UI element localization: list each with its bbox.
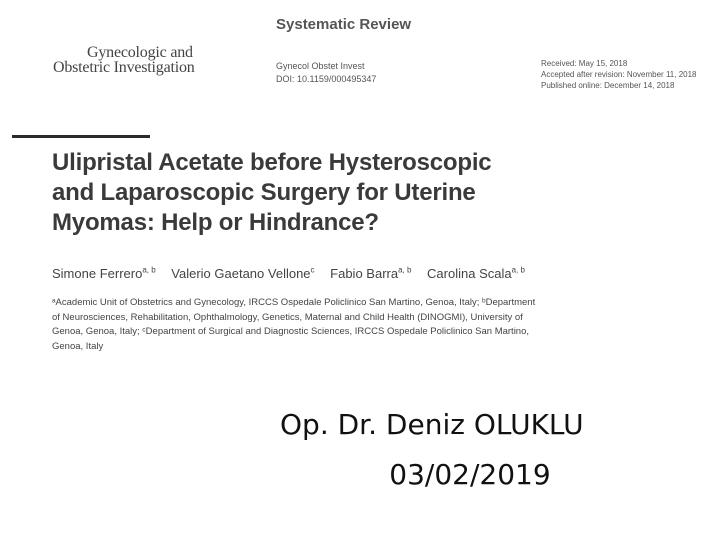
presenter-name: Op. Dr. Deniz OLUKLU bbox=[280, 408, 584, 441]
author-name: Simone Ferrero bbox=[52, 266, 143, 282]
author-list bbox=[52, 266, 537, 281]
affiliation-line: of Neurosciences, Rehabilitation, Ophthalmology, Genetics, Maternal and Child Health (DINOGMI), University of bbox=[52, 311, 523, 323]
author bbox=[52, 266, 156, 281]
author bbox=[330, 266, 411, 281]
received-date: Received: May 15, 2018 bbox=[541, 59, 628, 68]
author-affiliation-marker: a, b bbox=[398, 266, 412, 275]
affiliation-line: ᵃAcademic Unit of Obstetrics and Gynecology, IRCCS Ospedale Policlinico San Martino, Genoa, Italy; ᵇDepartment bbox=[52, 297, 536, 308]
accepted-date: Accepted after revision: November 11, 2018 bbox=[541, 70, 697, 79]
title-line: Ulipristal Acetate before Hysteroscopic bbox=[52, 149, 492, 176]
author-affiliation-marker: a, b bbox=[142, 266, 156, 275]
article-type: Systematic Review bbox=[276, 16, 412, 33]
citation-block bbox=[276, 60, 376, 86]
author-name: Valerio Gaetano Vellone bbox=[171, 266, 311, 282]
affiliation-line: Genoa, Italy bbox=[52, 340, 104, 352]
journal-citation: Gynecol Obstet Invest bbox=[276, 61, 365, 71]
published-date: Published online: December 14, 2018 bbox=[541, 81, 675, 90]
author-affiliation-marker: a, b bbox=[511, 266, 525, 275]
affiliations bbox=[52, 296, 612, 354]
author-affiliation-marker: c bbox=[310, 266, 315, 275]
section-rule bbox=[12, 135, 150, 138]
doi: DOI: 10.1159/000495347 bbox=[276, 74, 377, 84]
journal-logo-line-2: Obstetric Investigation bbox=[53, 59, 195, 76]
presentation-date: 03/02/2019 bbox=[389, 458, 551, 491]
author-name: Fabio Barra bbox=[330, 266, 399, 282]
journal-logo bbox=[53, 45, 195, 75]
author bbox=[171, 266, 314, 281]
article-title bbox=[52, 148, 491, 238]
title-line: Myomas: Help or Hindrance? bbox=[52, 209, 379, 236]
author-name: Carolina Scala bbox=[427, 266, 512, 282]
journal-logo-line-1: Gynecologic and bbox=[87, 44, 193, 61]
author bbox=[427, 266, 525, 281]
presenter-block bbox=[280, 400, 650, 500]
affiliation-line: Genoa, Genoa, Italy; ᶜDepartment of Surgical and Diagnostic Sciences, IRCCS Ospedale Policlinico San Martino, bbox=[52, 326, 530, 337]
title-line: and Laparoscopic Surgery for Uterine bbox=[52, 179, 476, 206]
dates-block bbox=[541, 58, 697, 91]
